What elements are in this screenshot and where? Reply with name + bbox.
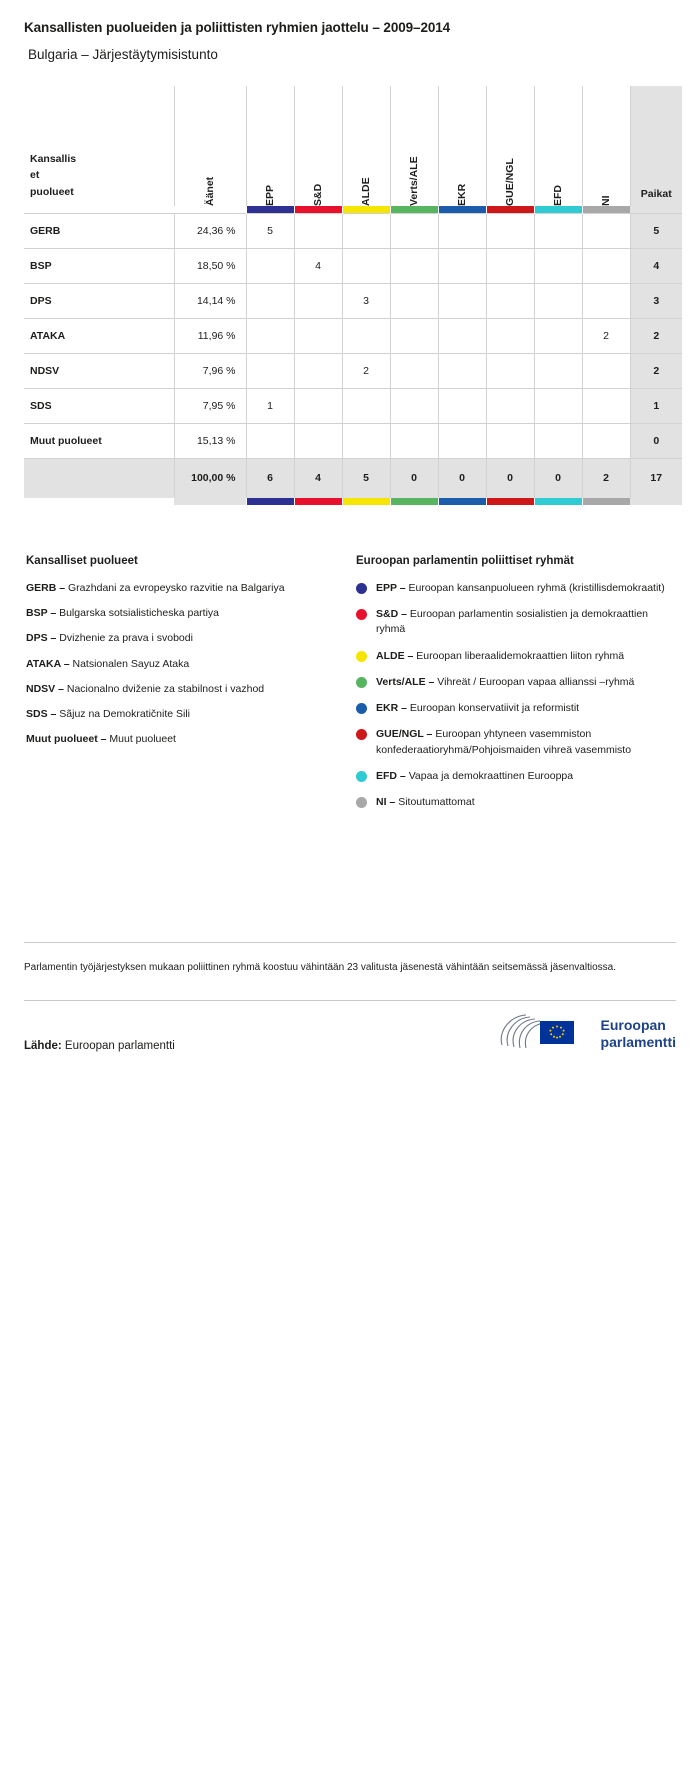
table-row [24,318,682,353]
row-group-cell [246,283,294,318]
row-votes: 24,36 % [174,213,246,248]
row-group-cell [246,353,294,388]
row-group-cell [294,353,342,388]
legend-national-abbr: GERB – [26,582,66,594]
page-title: Kansallisten puolueiden ja poliittisten ryhmien jaottelu – 2009–2014 [24,20,451,35]
row-group-cell [294,283,342,318]
strip-spacer [24,498,174,505]
row-party-name: NDSV [24,353,174,388]
row-group-cell [438,213,486,248]
legend-national-abbr: Muut puolueet – [26,733,107,746]
row-group-cell [582,423,630,458]
strip-color-gue-ngl [486,206,534,213]
total-group-cell: 0 [390,458,438,498]
header-seats-label: Paikat [640,188,672,200]
legend-national-parties [26,555,356,821]
strip-color-verts-ale [390,206,438,213]
row-votes: 15,13 % [174,423,246,458]
legend-national-name: Dvizhenie za prava i svobodi [59,632,193,645]
strip-color-s-d [294,206,342,213]
total-group-cell: 6 [246,458,294,498]
table-row [24,388,682,423]
row-group-cell [534,213,582,248]
legend-group-name: Euroopan konservatiivit ja reformistit [409,702,580,715]
legend-group-abbr: EKR – [376,702,407,715]
legend-group-name: Euroopan kansanpuolueen ryhmä (kristillisdemokraatit) [408,582,665,594]
table-row [24,423,682,458]
legend-color-dot-icon [356,677,367,688]
legend-group-item [356,701,676,716]
total-group-cell: 4 [294,458,342,498]
row-group-cell [342,423,390,458]
strip-color-gue-ngl [486,498,534,505]
group-color-strip-top [24,206,682,213]
row-group-cell [486,318,534,353]
legend-national-abbr: ATAKA – [26,657,70,670]
strip-color-efd [534,498,582,505]
legend [24,555,676,821]
legend-group-item [356,649,676,664]
row-group-cell [438,353,486,388]
legend-national-name: Sãjuz na Demokratičnite Sili [59,707,191,720]
legend-national-name: Nacionalno dviženie za stabilnost i vazhod [66,682,265,695]
row-group-cell [438,388,486,423]
total-label [24,458,174,498]
legend-national-title: Kansalliset puolueet [26,555,138,567]
row-group-cell [294,423,342,458]
legend-group-name: Euroopan yhtyneen vasemmiston konfederaatioryhmä/Pohjoismaiden vihreä vasemmisto [376,728,632,756]
table-row [24,283,682,318]
row-group-cell [582,388,630,423]
table-row [24,353,682,388]
source-divider [24,1000,676,1001]
legend-group-abbr: EFD – [376,769,406,782]
strip-color-s-d [294,498,342,505]
header-group-label: GUE/NGL [504,158,516,206]
row-votes: 7,95 % [174,388,246,423]
legend-color-dot-icon [356,651,367,662]
legend-group-item [356,581,676,596]
legend-group-item [356,769,676,784]
row-group-cell: 2 [582,318,630,353]
page-subtitle: Bulgaria – Järjestäytymisistunto [28,47,218,62]
legend-group-name: Sitoutumattomat [398,795,475,808]
table-total-row [24,458,682,498]
row-group-cell [486,353,534,388]
strip-color-alde [342,206,390,213]
source-value: Euroopan parlamentti [64,1040,175,1052]
row-votes: 7,96 % [174,353,246,388]
header-cell-votes [174,86,246,206]
header-group-label: Verts/ALE [408,156,420,206]
ep-logo [496,1011,676,1056]
table-row [24,213,682,248]
legend-color-dot-icon [356,729,367,740]
header-group-label: EPP [264,184,276,206]
row-group-cell [486,423,534,458]
source-line [24,1040,175,1052]
legend-group-name: Euroopan liberaalidemokraattien liiton ryhmä [416,649,625,662]
header-group-label: ALDE [360,177,372,206]
row-seats: 2 [630,353,682,388]
legend-national-item [26,581,356,595]
header-group-label: EFD [552,185,564,206]
legend-group-item [356,675,676,690]
group-color-strip-bottom [24,498,682,505]
row-group-cell [342,248,390,283]
row-party-name: DPS [24,283,174,318]
footer-divider [24,942,676,943]
header-cell-group-ekr [438,86,486,206]
row-seats: 1 [630,388,682,423]
row-seats: 2 [630,318,682,353]
ep-logo-text [601,1017,676,1049]
legend-color-dot-icon [356,797,367,808]
legend-group-name: Vihreät / Euroopan vapaa allianssi –ryhmä [437,675,635,688]
legend-group-item [356,607,676,637]
total-group-cell: 0 [534,458,582,498]
row-group-cell [342,213,390,248]
legend-group-abbr: GUE/NGL – [376,728,433,741]
row-group-cell [246,423,294,458]
row-group-cell [534,248,582,283]
strip-color-ni [582,498,630,505]
header-cell-seats [630,86,682,206]
legend-national-item [26,682,356,696]
total-group-cell: 2 [582,458,630,498]
legend-national-item [26,606,356,620]
table-header-row [24,86,682,206]
distribution-table [24,86,682,505]
total-group-cell: 0 [438,458,486,498]
strip-color-epp [246,206,294,213]
legend-groups-title: Euroopan parlamentin poliittiset ryhmät [356,555,574,567]
legend-group-abbr: ALDE – [376,649,414,662]
header-cell-group-ni [582,86,630,206]
legend-national-name: Natsionalen Sayuz Ataka [72,657,190,670]
row-group-cell [486,388,534,423]
row-group-cell [438,283,486,318]
total-votes: 100,00 % [174,458,246,498]
strip-spacer [174,498,246,505]
row-group-cell [582,353,630,388]
row-group-cell [534,353,582,388]
legend-national-item [26,657,356,671]
legend-national-name: Muut puolueet [109,733,176,746]
strip-color-ekr [438,498,486,505]
row-group-cell [390,318,438,353]
row-group-cell [438,318,486,353]
row-group-cell [246,248,294,283]
ep-logo-line1: Euroopan [600,1017,666,1034]
ep-logo-line2: parlamentti [600,1033,676,1050]
row-group-cell [534,318,582,353]
row-party-name: ATAKA [24,318,174,353]
row-group-cell: 5 [246,213,294,248]
legend-color-dot-icon [356,771,367,782]
row-group-cell [534,283,582,318]
legend-group-abbr: NI – [376,795,396,808]
legend-national-item [26,707,356,721]
total-group-cell: 5 [342,458,390,498]
row-group-cell [582,283,630,318]
legend-national-abbr: DPS – [26,632,57,645]
legend-color-dot-icon [356,583,367,594]
row-seats: 5 [630,213,682,248]
row-votes: 11,96 % [174,318,246,353]
row-party-name: SDS [24,388,174,423]
header-group-label: NI [600,195,612,206]
row-group-cell [390,353,438,388]
strip-spacer [174,206,246,213]
strip-color-ni [582,206,630,213]
legend-group-abbr: S&D – [376,608,407,621]
row-party-name: Muut puolueet [24,423,174,458]
header-party-line: puolueet [30,185,74,198]
row-group-cell [486,283,534,318]
legend-national-name: Bulgarska sotsialisticheska partiya [59,607,219,620]
row-seats: 4 [630,248,682,283]
legend-political-groups [356,555,676,821]
header-votes-label: Äänet [204,176,216,206]
row-group-cell [534,388,582,423]
header-cell-group-epp [246,86,294,206]
row-group-cell [294,213,342,248]
header-group-label: EKR [456,183,468,206]
row-group-cell: 1 [246,388,294,423]
header-cell-group-verts-ale [390,86,438,206]
row-group-cell [342,388,390,423]
row-seats: 0 [630,423,682,458]
row-group-cell [390,388,438,423]
row-group-cell [390,213,438,248]
source-label: Lähde: [24,1040,62,1052]
row-group-cell [390,248,438,283]
row-group-cell [582,213,630,248]
strip-color-verts-ale [390,498,438,505]
strip-color-efd [534,206,582,213]
row-group-cell [438,248,486,283]
legend-national-item [26,631,356,645]
strip-spacer [24,206,174,213]
header-cell-group-gue-ngl [486,86,534,206]
row-party-name: BSP [24,248,174,283]
legend-group-item [356,795,676,810]
footnote: Parlamentin työjärjestyksen mukaan poliittinen ryhmä koostuu vähintään 23 valitusta jäsenestä vähintään seitsemässä jäsenvaltiossa. [24,962,616,973]
row-group-cell: 2 [342,353,390,388]
row-votes: 14,14 % [174,283,246,318]
header-group-label: S&D [312,183,324,206]
legend-group-item [356,727,676,757]
legend-national-item [26,732,356,746]
row-group-cell [390,423,438,458]
total-group-cell: 0 [486,458,534,498]
header-cell-group-s-d [294,86,342,206]
row-party-name: GERB [24,213,174,248]
row-group-cell [294,318,342,353]
row-seats: 3 [630,283,682,318]
row-group-cell [390,283,438,318]
total-seats: 17 [630,458,682,498]
header-party-line: Kansallis [30,153,77,166]
row-group-cell [294,388,342,423]
legend-group-abbr: Verts/ALE – [376,675,435,688]
row-group-cell [486,248,534,283]
legend-national-abbr: BSP – [26,607,57,620]
legend-national-name: Grazhdani za evropeysko razvitie na Balgariya [68,582,285,594]
row-group-cell [438,423,486,458]
header-cell-parties [24,86,174,206]
row-votes: 18,50 % [174,248,246,283]
header-cell-group-efd [534,86,582,206]
strip-color-ekr [438,206,486,213]
table-row [24,248,682,283]
header-cell-group-alde [342,86,390,206]
legend-color-dot-icon [356,609,367,620]
strip-spacer [630,206,682,213]
legend-group-abbr: EPP – [376,582,406,594]
row-group-cell [534,423,582,458]
ep-logo-mark [496,1011,592,1056]
header-party-line: et [30,169,40,182]
legend-group-name: Vapaa ja demokraattinen Eurooppa [408,769,574,782]
row-group-cell: 4 [294,248,342,283]
strip-spacer [630,498,682,505]
row-group-cell [486,213,534,248]
legend-national-abbr: SDS – [26,707,57,720]
row-group-cell [582,248,630,283]
row-group-cell [246,318,294,353]
row-group-cell [342,318,390,353]
legend-color-dot-icon [356,703,367,714]
strip-color-epp [246,498,294,505]
legend-national-abbr: NDSV – [26,682,64,695]
legend-group-name: Euroopan parlamentin sosialistien ja demokraattien ryhmä [376,608,648,636]
strip-color-alde [342,498,390,505]
row-group-cell: 3 [342,283,390,318]
